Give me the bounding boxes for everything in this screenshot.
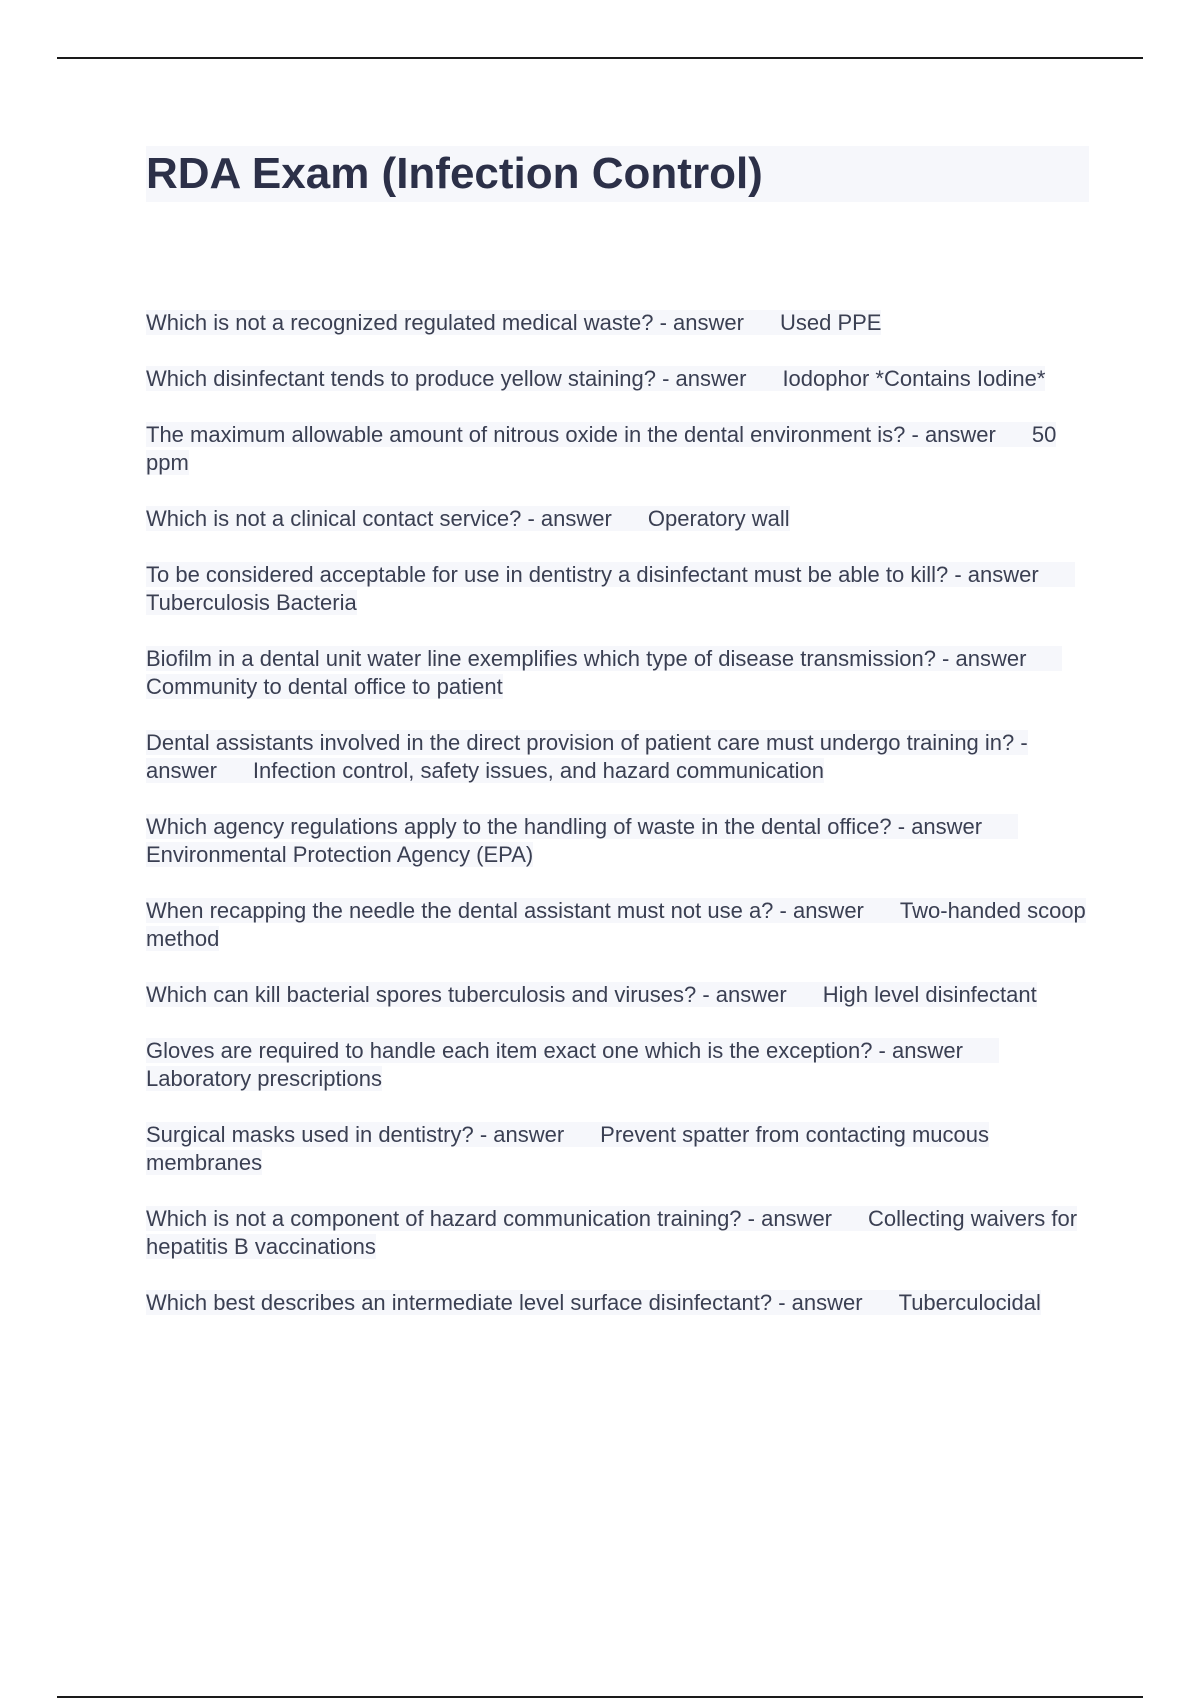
qa-item bbox=[146, 1037, 1089, 1093]
answer-text: Tuberculosis Bacteria bbox=[146, 590, 357, 615]
question-text: Which is not a clinical contact service? - answer bbox=[146, 506, 612, 531]
answer-text: Iodophor *Contains Iodine* bbox=[782, 366, 1046, 391]
qa-item bbox=[146, 813, 1089, 869]
question-text: The maximum allowable amount of nitrous oxide in the dental environment is? - answer bbox=[146, 422, 996, 447]
qa-item bbox=[146, 897, 1089, 953]
qa-item bbox=[146, 645, 1089, 701]
question-text: Gloves are required to handle each item exact one which is the exception? - answer bbox=[146, 1038, 963, 1063]
qa-item bbox=[146, 1205, 1089, 1261]
question-text: When recapping the needle the dental assistant must not use a? - answer bbox=[146, 898, 864, 923]
qa-item bbox=[146, 421, 1089, 477]
qa-item bbox=[146, 729, 1089, 785]
answer-text: High level disinfectant bbox=[822, 982, 1037, 1007]
bottom-rule bbox=[57, 1696, 1143, 1698]
qa-item bbox=[146, 561, 1089, 617]
question-text: Which can kill bacterial spores tuberculosis and viruses? - answer bbox=[146, 982, 787, 1007]
question-text: Which disinfectant tends to produce yellow staining? - answer bbox=[146, 366, 747, 391]
question-text: Which is not a recognized regulated medical waste? - answer bbox=[146, 310, 744, 335]
qa-item bbox=[146, 309, 1089, 337]
qa-list bbox=[146, 309, 1089, 1317]
question-text: Which is not a component of hazard communication training? - answer bbox=[146, 1206, 833, 1231]
qa-item bbox=[146, 505, 1089, 533]
document-body bbox=[146, 146, 1089, 1345]
qa-item bbox=[146, 1289, 1089, 1317]
answer-text: Operatory wall bbox=[647, 506, 790, 531]
qa-item bbox=[146, 365, 1089, 393]
answer-text: Tuberculocidal bbox=[898, 1290, 1041, 1315]
document-title: RDA Exam (Infection Control) bbox=[146, 146, 1089, 202]
answer-text: Infection control, safety issues, and hazard communication bbox=[252, 758, 824, 783]
question-text: Surgical masks used in dentistry? - answer bbox=[146, 1122, 565, 1147]
answer-text: Community to dental office to patient bbox=[146, 674, 503, 699]
answer-text: Collecting waivers for hepatitis B vaccinations bbox=[146, 1206, 1078, 1259]
question-text: Which agency regulations apply to the handling of waste in the dental office? - answer bbox=[146, 814, 983, 839]
question-text: Dental assistants involved in the direct provision of patient care must undergo training in? - answer bbox=[146, 730, 1028, 783]
question-text: Which best describes an intermediate level surface disinfectant? - answer bbox=[146, 1290, 863, 1315]
answer-text: Prevent spatter from contacting mucous membranes bbox=[146, 1122, 990, 1175]
answer-text: Laboratory prescriptions bbox=[146, 1066, 383, 1091]
qa-item bbox=[146, 981, 1089, 1009]
answer-text: Used PPE bbox=[779, 310, 882, 335]
question-text: To be considered acceptable for use in dentistry a disinfectant must be able to kill? - answer bbox=[146, 562, 1039, 587]
qa-item bbox=[146, 1121, 1089, 1177]
answer-text: Two-handed scoop method bbox=[146, 898, 1086, 951]
answer-text: Environmental Protection Agency (EPA) bbox=[146, 842, 534, 867]
top-rule bbox=[57, 57, 1143, 59]
question-text: Biofilm in a dental unit water line exemplifies which type of disease transmission? - answer bbox=[146, 646, 1027, 671]
answer-text: 50 ppm bbox=[146, 422, 1057, 475]
